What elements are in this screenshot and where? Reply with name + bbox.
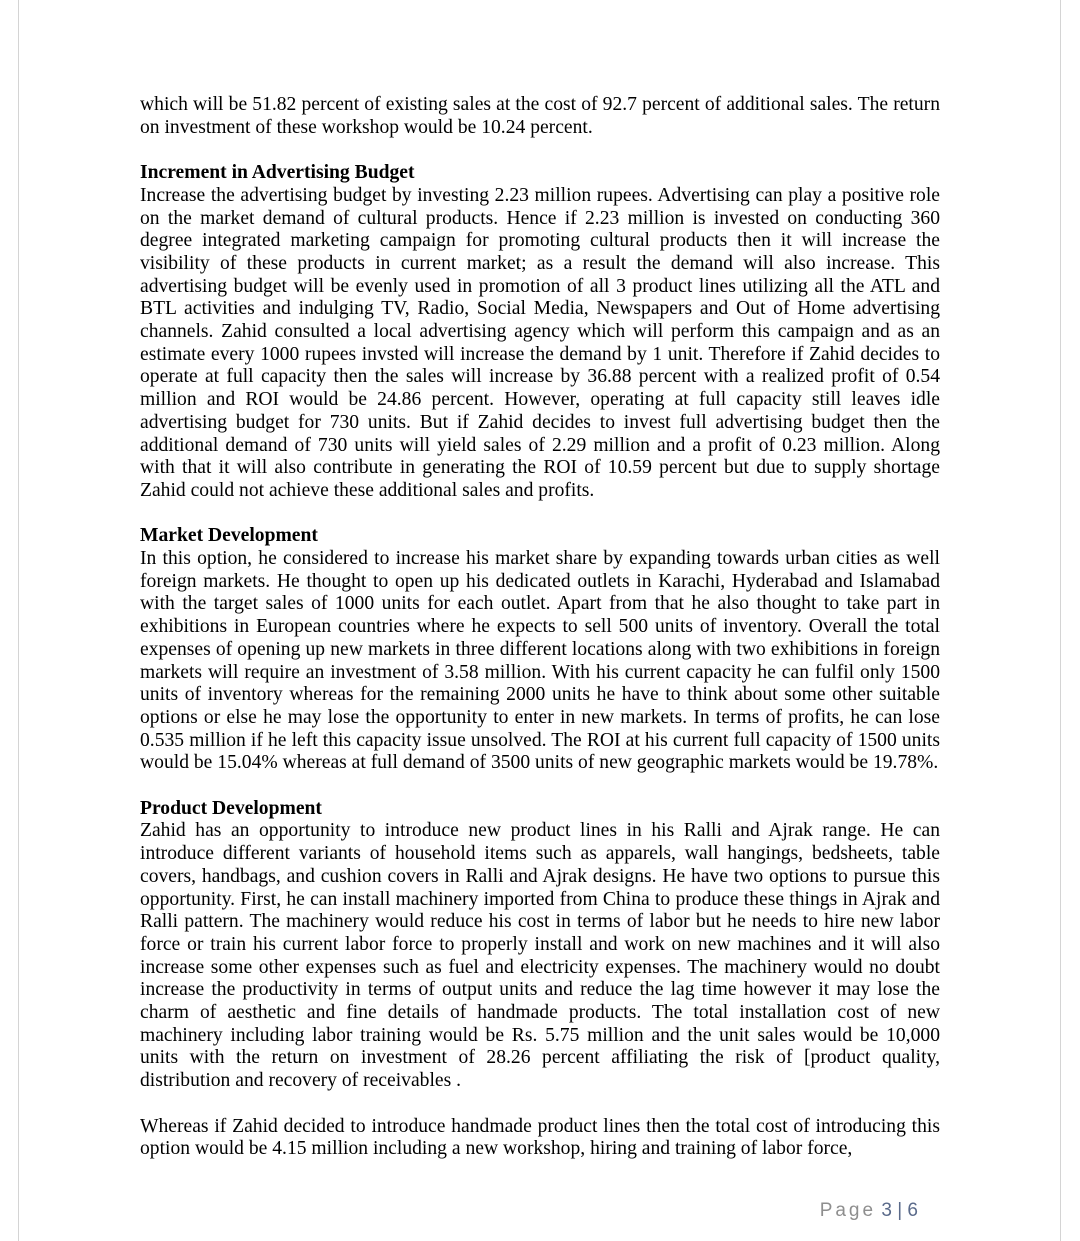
section-product-development bbox=[140, 798, 940, 1161]
page-separator: | bbox=[897, 1200, 903, 1221]
page-label: Page bbox=[819, 1200, 877, 1221]
document-body bbox=[140, 94, 940, 1161]
section-paragraph: Zahid has an opportunity to introduce new product lines in his Ralli and Ajrak range. He can introduce different variants of household items such as apparels, wall hangings, bedsheets, table covers, handbags, and cushion covers in Ralli and Ajrak designs. He have two options to pursue this opportunity. First, he can install machinery imported from China to produce these things in Ajrak and Ralli pattern. The machinery would reduce his cost in terms of labor but he needs to hire new labor force or train his current labor force to properly install and work on new machines and it will also increase some other expenses such as fuel and electricity expenses. The machinery would no doubt increase the productivity in terms of output units and reduce the lag time however it may lose the charm of aesthetic and fine details of handmade products. The total installation cost of new machinery including labor training would be Rs. 5.75 million and the unit sales would be 10,000 units with the return on investment of 28.26 percent affiliating the risk of [product quality, distribution and recovery of receivables . bbox=[140, 820, 940, 1092]
page-right-border bbox=[1060, 0, 1061, 1241]
total-pages-number: 6 bbox=[907, 1200, 918, 1221]
section-paragraph: Whereas if Zahid decided to introduce handmade product lines then the total cost of introducing this option would be 4.15 million including a new workshop, hiring and training of labor force, bbox=[140, 1115, 940, 1160]
section-heading: Product Development bbox=[140, 797, 322, 819]
page-number-footer bbox=[820, 1200, 918, 1222]
current-page-number: 3 bbox=[881, 1200, 892, 1221]
page-left-border bbox=[18, 0, 19, 1241]
section-heading: Market Development bbox=[140, 525, 318, 547]
section-market-development bbox=[140, 525, 940, 775]
section-heading: Increment in Advertising Budget bbox=[140, 162, 415, 184]
section-advertising bbox=[140, 162, 940, 503]
section-paragraph: Increase the advertising budget by investing 2.23 million rupees. Advertising can play a positive role on the market demand of cultural products. Hence if 2.23 million is invested on conducting 360 degree integrated marketing campaign for promoting cultural products then it will increase the visibility of these products in current market; as a result the demand will also increase. This advertising budget will be evenly used in promotion of all 3 product lines utilizing all the ATL and BTL activities and indulging TV, Radio, Social Media, Newspapers and Out of Home advertising channels. Zahid consulted a local advertising agency which will perform this campaign and as an estimate every 1000 rupees invsted will increase the demand by 1 unit. Therefore if Zahid decides to operate at full capacity then the sales will increase by 36.88 percent with a realized profit of 0.54 million and ROI would be 24.86 percent. However, operating at full capacity still leaves idle advertising budget for 730 units. But if Zahid decides to invest full advertising budget then the additional demand of 730 units will yield sales of 2.29 million and a profit of 0.23 million. Along with that it will also contribute in generating the ROI of 10.59 percent but due to supply shortage Zahid could not achieve these additional sales and profits. bbox=[140, 184, 940, 501]
section-paragraph: In this option, he considered to increase his market share by expanding towards urban cities as well foreign markets. He thought to open up his dedicated outlets in Karachi, Hyderabad and Islamabad with the target sales of 1000 units for each outlet. Apart from that he also thought to take part in exhibitions in European countries where he expects to sell 500 units of inventory. Overall the total expenses of opening up new markets in three different locations along with two exhibitions in foreign markets will require an investment of 3.58 million. With his current capacity he can fulfil only 1500 units of inventory whereas for the remaining 2000 units he have to think about some other suitable options or else he may lose the opportunity to enter in new markets. In terms of profits, he can lose 0.535 million if he left this capacity issue unsolved. The ROI at his current full capacity of 1500 units would be 15.04% whereas at full demand of 3500 units of new geographic markets would be 19.78%. bbox=[140, 548, 940, 774]
intro-paragraph: which will be 51.82 percent of existing sales at the cost of 92.7 percent of additional sales. The return on investment of these workshop would be 10.24 percent. bbox=[140, 94, 940, 138]
